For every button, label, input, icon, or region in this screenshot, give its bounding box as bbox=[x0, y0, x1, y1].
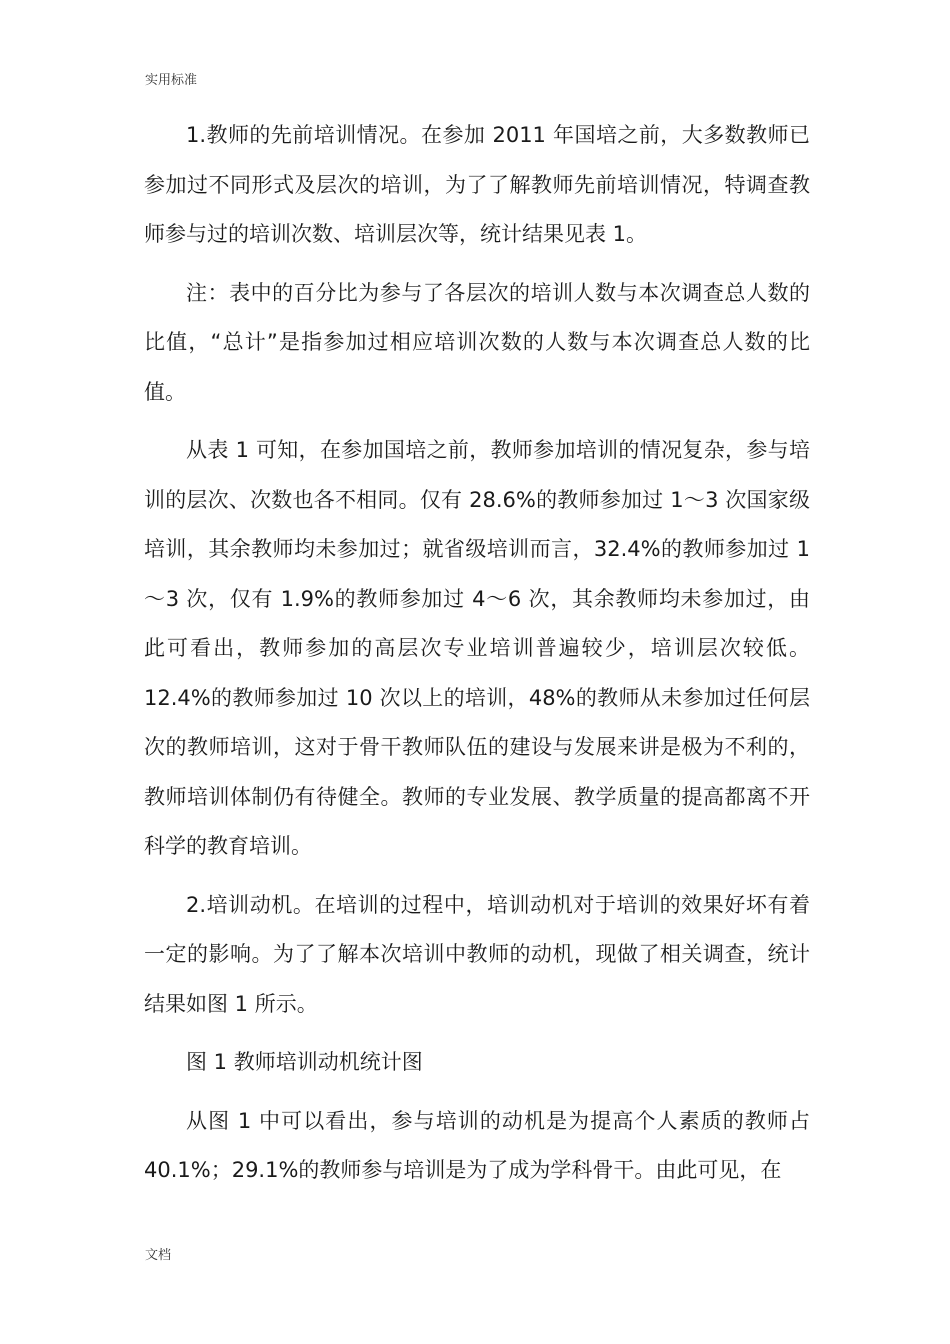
paragraph-table-analysis: 从表 1 可知，在参加国培之前，教师参加培训的情况复杂，参与培训的层次、次数也各不相同。仅有 28.6%的教师参加过 1～3 次国家级培训，其余教师均未参加过；就省级培训而言，32.4%的教师参加过 1～3 次，仅有 1.9%的教师参加过 4～6 次，其余教师均未参加过，由此可看出，教师参加的高层次专业培训普遍较少，培训层次较低。12.4%的教师参加过 10 次以上的培训，48%的教师从未参加过任何层次的教师培训，这对于骨干教师队伍的建设与发展来讲是极为不利的，教师培训体制仍有待健全。教师的专业发展、教学质量的提高都离不开科学的教育培训。 bbox=[144, 438, 810, 858]
document-body bbox=[144, 111, 810, 1205]
paragraph-prior-training: 1.教师的先前培训情况。在参加 2011 年国培之前，大多数教师已参加过不同形式及层次的培训，为了了解教师先前培训情况，特调查教师参与过的培训次数、培训层次等，统计结果见表 1。 bbox=[144, 123, 810, 246]
page-header: 实用标准 bbox=[145, 73, 198, 88]
page-footer: 文档 bbox=[145, 1248, 172, 1263]
paragraph-figure-analysis: 从图 1 中可以看出，参与培训的动机是为提高个人素质的教师占 40.1%；29.1%的教师参与培训是为了成为学科骨干。由此可见，在 bbox=[144, 1108, 810, 1182]
paragraph-table-note: 注：表中的百分比为参与了各层次的培训人数与本次调查总人数的比值，“总计”是指参加过相应培训次数的人数与本次调查总人数的比值。 bbox=[144, 280, 810, 404]
figure-caption: 图 1 教师培训动机统计图 bbox=[186, 1050, 423, 1074]
paragraph-training-motivation: 2.培训动机。在培训的过程中，培训动机对于培训的效果好坏有着一定的影响。为了了解本次培训中教师的动机，现做了相关调查，统计结果如图 1 所示。 bbox=[144, 892, 810, 1016]
